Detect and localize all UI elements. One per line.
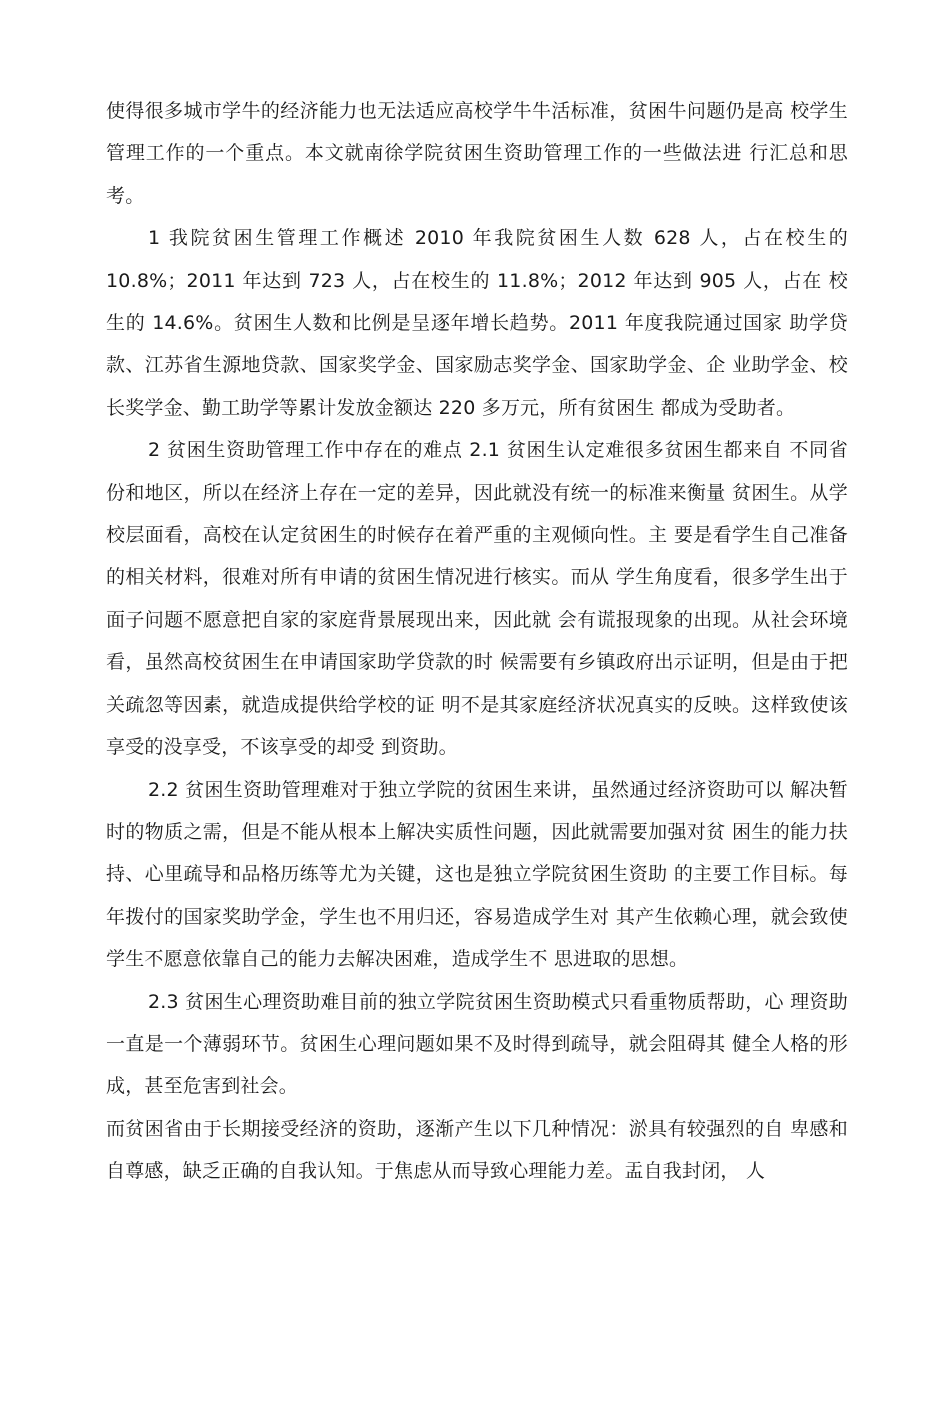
paragraph-section-2-3-psychology: 2.3 贫困生心理资助难目前的独立学院贫困生资助模式只看重物质帮助，心 理资助一直是一个薄弱环节。贫困生心理问题如果不及时得到疏导，就会阻碍其 健全人格的形成，甚至危害到社会。 bbox=[106, 990, 848, 1098]
paragraph-intro: 使得很多城市学牛的经济能力也无法适应高校学牛牛活标准，贫困牛问题仍是高 校学生管理工作的一个重点。本文就南徐学院贫困生资助管理工作的一些做法进 行汇总和思考。 bbox=[106, 100, 848, 207]
paragraph-section-2-2-management: 2.2 贫困生资助管理难对于独立学院的贫困生来讲，虽然通过经济资助可以 解决暂时的物质之需，但是不能从根本上解决实质性问题，因此就需要加强对贫 困生的能力扶持、心里疏导和品格历练等尤为关键，这也是独立学院贫困生资助 的主要工作目标。每年拨付的国家奖助学金，学生也不用归还，容易造成学生对 其产生依赖心理，就会致使学生不愿意依靠自己的能力去解决困难，造成学生不 思进取的思想。 bbox=[106, 778, 848, 971]
paragraph-section-1-overview: 1 我院贫困生管理工作概述 2010 年我院贫困生人数 628 人，占在校生的 10.8%；2011 年达到 723 人，占在校生的 11.8%；2012 年达到 905 人，占在 校生的 14.6%。贫困生人数和比例是呈逐年增长趋势。2011 年度我院通过国家 助学贷款、江苏省生源地贷款、国家奖学金、国家励志奖学金、国家助学金、企 业助学金、校长奖学金、勤工助学等累计发放金额达 220 多万元，所有贫困生 都成为受助者。 bbox=[106, 227, 848, 419]
paragraph-conditions: 而贫困省由于长期接受经济的资助，逐渐产生以下几种情况：淤具有较强烈的自 卑感和自尊感，缺乏正确的自我认知。于焦虑从而导致心理能力差。盂自我封闭， 人 bbox=[106, 1117, 848, 1183]
paragraph-section-2-1-identification: 2 贫困生资助管理工作中存在的难点 2.1 贫困生认定难很多贫困生都来自 不同省份和地区，所以在经济上存在一定的差异，因此就没有统一的标准来衡量 贫困生。从学校层面看，高校在认定贫困生的时候存在着严重的主观倾向性。主 要是看学生自己准备的相关材料，很难对所有申请的贫困生情况进行核实。而从 学生角度看，很多学生出于面子问题不愿意把自家的家庭背景展现出来，因此就 会有谎报现象的出现。从社会环境看，虽然高校贫困生在申请国家助学贷款的时 候需要有乡镇政府出示证明，但是由于把关疏忽等因素，就造成提供给学校的证 明不是其家庭经济状况真实的反映。这样致使该享受的没享受，不该享受的却受 到资助。 bbox=[106, 439, 848, 759]
document-body bbox=[106, 90, 848, 1193]
